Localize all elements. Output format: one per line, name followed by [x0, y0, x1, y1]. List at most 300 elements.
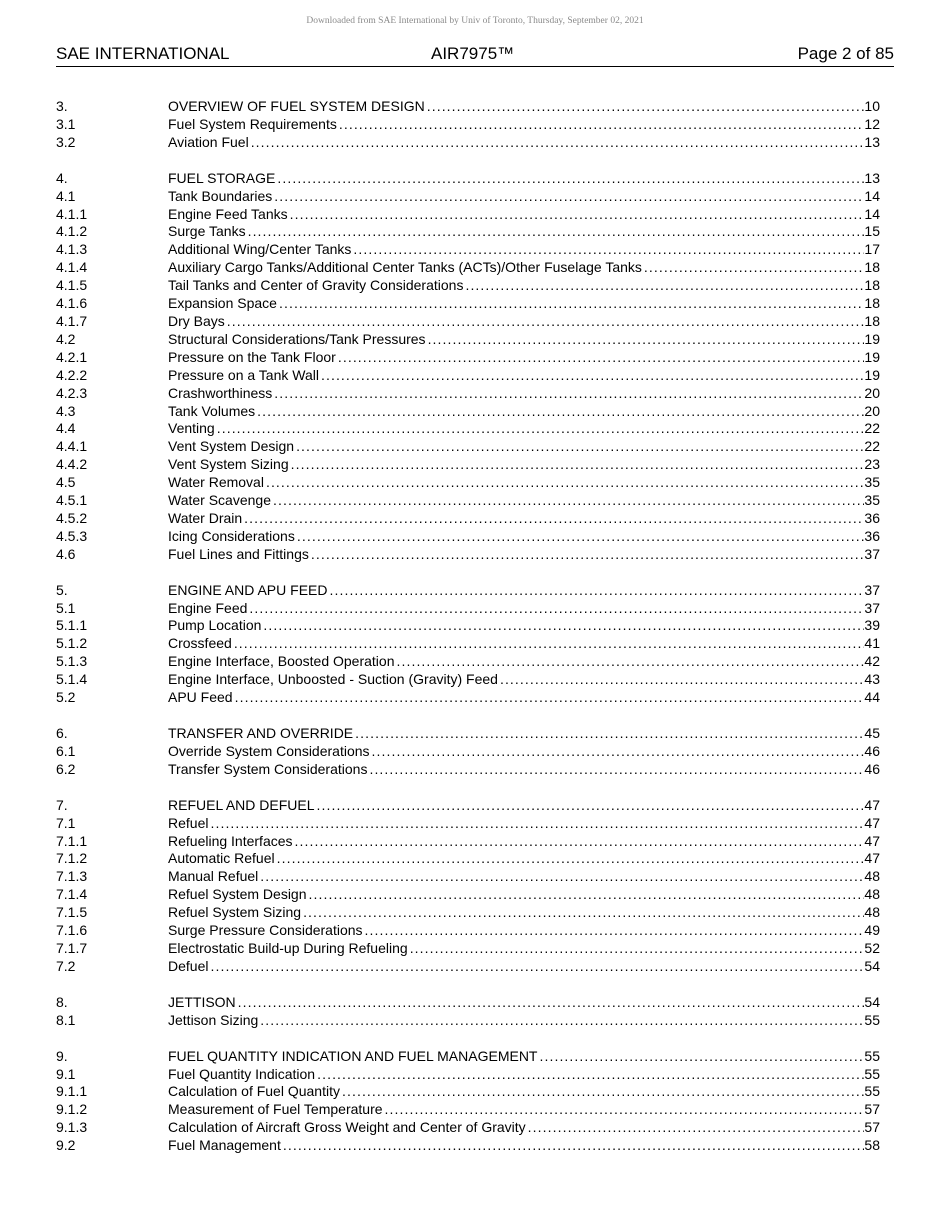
toc-entry[interactable]: [56, 600, 880, 618]
toc-entry-page: 36: [864, 509, 880, 526]
toc-entry-number: 9.: [56, 1047, 68, 1064]
toc-entry-number: 4.5: [56, 474, 76, 491]
toc-entry-page: 18: [864, 312, 880, 329]
dot-leader: [426, 331, 865, 349]
dot-leader: [293, 833, 865, 851]
toc-entry-number: 9.1.1: [56, 1083, 88, 1100]
dot-leader: [526, 1119, 865, 1137]
toc-entry-page: 47: [864, 814, 880, 831]
toc-entry[interactable]: [56, 1083, 880, 1101]
toc-entry-number: 5.2: [56, 689, 76, 706]
toc-entry-title: FUEL QUANTITY INDICATION AND FUEL MANAGEMENT: [168, 1047, 538, 1064]
toc-entry-line: [168, 295, 880, 313]
toc-entry-number: 7.2: [56, 957, 76, 974]
toc-entry-line: [168, 492, 880, 510]
toc-entry-page: 20: [864, 402, 880, 419]
dot-leader: [383, 1101, 865, 1119]
dot-leader: [277, 295, 864, 313]
toc-entry-title: Pressure on the Tank Floor: [168, 348, 336, 365]
toc-entry-title: Auxiliary Cargo Tanks/Additional Center Tanks (ACTs)/Other Fuselage Tanks: [168, 259, 642, 276]
toc-entry-number: 4.1.4: [56, 259, 88, 276]
toc-entry[interactable]: [56, 367, 880, 385]
toc-entry-number: 7.1.6: [56, 922, 88, 939]
toc-entry-title: Defuel: [168, 957, 209, 974]
toc-entry-number: 7.1: [56, 814, 76, 831]
toc-entry[interactable]: [56, 1066, 880, 1084]
toc-entry-line: [168, 833, 880, 851]
dot-leader: [249, 134, 865, 152]
toc-entry[interactable]: [56, 582, 880, 600]
toc-entry[interactable]: [56, 510, 880, 528]
toc-entry-number: 7.: [56, 796, 68, 813]
toc-entry-page: 48: [864, 904, 880, 921]
toc-entry-number: 5.1.4: [56, 671, 88, 688]
dot-leader: [272, 188, 864, 206]
dot-leader: [281, 1137, 865, 1155]
dot-leader: [289, 456, 865, 474]
toc-entry-number: 4.1.7: [56, 312, 88, 329]
dot-leader: [307, 886, 865, 904]
toc-entry-line: [168, 349, 880, 367]
toc-entry-page: 49: [864, 922, 880, 939]
toc-entry[interactable]: [56, 1048, 880, 1066]
header-page-number: Page 2 of 85: [797, 44, 894, 63]
toc-entry[interactable]: [56, 725, 880, 743]
toc-entry-page: 12: [864, 115, 880, 132]
toc-entry[interactable]: [56, 1101, 880, 1119]
toc-entry-title: Aviation Fuel: [168, 133, 249, 150]
toc-entry[interactable]: [56, 241, 880, 259]
toc-entry-title: Calculation of Aircraft Gross Weight and Center of Gravity: [168, 1119, 526, 1136]
toc-entry-number: 4.1.6: [56, 295, 88, 312]
toc-entry[interactable]: [56, 259, 880, 277]
toc-entry-number: 5.1: [56, 599, 76, 616]
toc-entry[interactable]: [56, 617, 880, 635]
toc-entry[interactable]: [56, 313, 880, 331]
toc-entry-number: 6.1: [56, 742, 76, 759]
toc-entry-number: 4.2.1: [56, 348, 88, 365]
toc-entry-title: Water Scavenge: [168, 492, 271, 509]
toc-entry-title: Transfer System Considerations: [168, 760, 368, 777]
dot-leader: [425, 98, 865, 116]
toc-entry-page: 41: [864, 635, 880, 652]
toc-entry-number: 5.1.3: [56, 653, 88, 670]
toc-entry[interactable]: [56, 438, 880, 456]
toc-entry-title: Engine Interface, Unboosted - Suction (Gravity) Feed: [168, 671, 498, 688]
toc-section: [56, 98, 880, 152]
toc-entry-page: 46: [864, 742, 880, 759]
toc-entry[interactable]: [56, 833, 880, 851]
toc-entry-number: 4.5.2: [56, 509, 88, 526]
dot-leader: [208, 815, 864, 833]
toc-entry-page: 20: [864, 384, 880, 401]
toc-entry-number: 4.4: [56, 420, 76, 437]
toc-entry-title: Crossfeed: [168, 635, 232, 652]
toc-entry[interactable]: [56, 223, 880, 241]
toc-entry-page: 42: [864, 653, 880, 670]
toc-entry-line: [168, 958, 880, 976]
toc-section: [56, 170, 880, 564]
dot-leader: [247, 600, 864, 618]
toc-entry-page: 13: [864, 133, 880, 150]
dot-leader: [208, 958, 864, 976]
toc-entry[interactable]: [56, 994, 880, 1012]
toc-entry[interactable]: [56, 850, 880, 868]
toc-entry-title: FUEL STORAGE: [168, 169, 276, 186]
toc-entry-number: 5.1.1: [56, 617, 88, 634]
toc-entry-line: [168, 761, 880, 779]
toc-section: [56, 994, 880, 1030]
toc-entry-number: 7.1.5: [56, 904, 88, 921]
dot-leader: [232, 635, 865, 653]
toc-entry-page: 36: [864, 527, 880, 544]
toc-entry-number: 3.2: [56, 133, 76, 150]
toc-entry-page: 55: [864, 1083, 880, 1100]
toc-entry-title: JETTISON: [168, 993, 236, 1010]
toc-entry-number: 4.1.5: [56, 277, 88, 294]
toc-entry-number: 4.2.2: [56, 366, 88, 383]
toc-entry-page: 22: [864, 438, 880, 455]
dot-leader: [255, 403, 864, 421]
toc-entry-page: 54: [864, 957, 880, 974]
toc-entry-page: 18: [864, 295, 880, 312]
toc-entry-page: 55: [864, 1047, 880, 1064]
toc-entry-line: [168, 850, 880, 868]
toc-entry-page: 18: [864, 259, 880, 276]
toc-entry-line: [168, 438, 880, 456]
toc-section: [56, 1048, 880, 1155]
toc-entry[interactable]: [56, 797, 880, 815]
toc-entry-page: 17: [864, 241, 880, 258]
toc-entry-title: Water Removal: [168, 474, 264, 491]
toc-entry-title: Tank Boundaries: [168, 187, 273, 204]
toc-entry-page: 47: [864, 796, 880, 813]
dot-leader: [337, 116, 865, 134]
toc-entry-title: Pressure on a Tank Wall: [168, 366, 319, 383]
toc-entry-page: 57: [864, 1101, 880, 1118]
toc-entry-title: Surge Tanks: [168, 223, 246, 240]
toc-entry-title: Structural Considerations/Tank Pressures: [168, 330, 426, 347]
toc-entry[interactable]: [56, 170, 880, 188]
toc-entry-title: Jettison Sizing: [168, 1011, 259, 1028]
toc-entry-page: 55: [864, 1011, 880, 1028]
dot-leader: [367, 761, 864, 779]
toc-entry-number: 4.2: [56, 330, 76, 347]
toc-entry[interactable]: [56, 206, 880, 224]
dot-leader: [246, 223, 865, 241]
toc-entry-title: Venting: [168, 420, 215, 437]
toc-entry-line: [168, 188, 880, 206]
header-doc-id: AIR7975™: [431, 44, 515, 63]
dot-leader: [215, 420, 865, 438]
dot-leader: [275, 170, 864, 188]
toc-entry-title: Vent System Sizing: [168, 456, 289, 473]
dot-leader: [272, 385, 864, 403]
toc-entry-line: [168, 940, 880, 958]
toc-entry[interactable]: [56, 349, 880, 367]
toc-entry-number: 4.1.2: [56, 223, 88, 240]
toc-entry-line: [168, 331, 880, 349]
toc-entry-line: [168, 743, 880, 761]
toc-entry-line: [168, 617, 880, 635]
toc-entry[interactable]: [56, 671, 880, 689]
dot-leader: [315, 1066, 864, 1084]
toc-entry-line: [168, 1066, 880, 1084]
toc-entry-number: 3.1: [56, 115, 76, 132]
toc-entry-page: 55: [864, 1065, 880, 1082]
toc-entry-line: [168, 116, 880, 134]
toc-entry-title: Fuel System Requirements: [168, 115, 337, 132]
toc-entry-title: Crashworthiness: [168, 384, 273, 401]
toc-entry[interactable]: [56, 1137, 880, 1155]
toc-entry[interactable]: [56, 98, 880, 116]
toc-entry-title: Vent System Design: [168, 438, 295, 455]
toc-entry-page: 37: [864, 545, 880, 562]
toc-entry-number: 8.1: [56, 1011, 76, 1028]
toc-entry-page: 48: [864, 868, 880, 885]
toc-entry-title: Refuel System Sizing: [168, 904, 302, 921]
toc-entry-page: 46: [864, 760, 880, 777]
toc-entry-page: 52: [864, 939, 880, 956]
toc-entry-title: Water Drain: [168, 509, 243, 526]
toc-entry-line: [168, 689, 880, 707]
toc-entry-line: [168, 1137, 880, 1155]
toc-entry-title: Engine Interface, Boosted Operation: [168, 653, 395, 670]
dot-leader: [336, 349, 865, 367]
toc-entry[interactable]: [56, 116, 880, 134]
toc-entry[interactable]: [56, 331, 880, 349]
toc-entry-page: 54: [864, 993, 880, 1010]
toc-entry-number: 3.: [56, 98, 68, 114]
toc-entry-page: 19: [864, 330, 880, 347]
toc-entry[interactable]: [56, 528, 880, 546]
toc-entry-page: 18: [864, 277, 880, 294]
toc-entry-page: 57: [864, 1119, 880, 1136]
toc-entry[interactable]: [56, 277, 880, 295]
dot-leader: [236, 994, 865, 1012]
toc-entry-title: Engine Feed: [168, 599, 248, 616]
toc-entry-title: Refuel: [168, 814, 209, 831]
toc-entry-number: 4.: [56, 169, 68, 186]
toc-entry-title: Refuel System Design: [168, 886, 307, 903]
toc-entry-title: Override System Considerations: [168, 742, 370, 759]
toc-entry-title: Expansion Space: [168, 295, 277, 312]
toc-entry-title: OVERVIEW OF FUEL SYSTEM DESIGN: [168, 98, 425, 114]
toc-entry[interactable]: [56, 403, 880, 421]
toc-entry-page: 19: [864, 348, 880, 365]
dot-leader: [288, 206, 865, 224]
toc-entry-line: [168, 671, 880, 689]
toc-entry-title: Measurement of Fuel Temperature: [168, 1101, 383, 1118]
dot-leader: [295, 528, 865, 546]
toc-entry-line: [168, 886, 880, 904]
dot-leader: [264, 474, 864, 492]
toc-entry-title: ENGINE AND APU FEED: [168, 581, 328, 598]
dot-leader: [353, 725, 864, 743]
table-of-contents: [56, 98, 880, 1173]
toc-entry-number: 4.4.2: [56, 456, 88, 473]
toc-entry-line: [168, 259, 880, 277]
toc-entry[interactable]: [56, 868, 880, 886]
toc-entry-line: [168, 313, 880, 331]
toc-entry-title: APU Feed: [168, 689, 233, 706]
toc-entry-number: 9.1: [56, 1065, 76, 1082]
toc-entry[interactable]: [56, 295, 880, 313]
toc-entry-page: 48: [864, 886, 880, 903]
toc-entry[interactable]: [56, 188, 880, 206]
toc-entry-title: Dry Bays: [168, 312, 225, 329]
toc-entry-page: 13: [864, 169, 880, 186]
toc-entry-page: 35: [864, 492, 880, 509]
toc-entry-page: 19: [864, 366, 880, 383]
toc-entry-number: 9.1.2: [56, 1101, 88, 1118]
toc-entry-number: 7.1.2: [56, 850, 88, 867]
dot-leader: [370, 743, 865, 761]
toc-entry-line: [168, 600, 880, 618]
dot-leader: [327, 582, 864, 600]
toc-entry-number: 7.1.3: [56, 868, 88, 885]
toc-entry-number: 4.4.1: [56, 438, 88, 455]
download-watermark: Downloaded from SAE International by Univ of Toronto, Thursday, September 02, 2021: [306, 16, 644, 26]
toc-entry-page: 47: [864, 832, 880, 849]
toc-entry[interactable]: [56, 1119, 880, 1137]
toc-entry-page: 45: [864, 725, 880, 741]
toc-entry-number: 8.: [56, 993, 68, 1010]
dot-leader: [309, 546, 865, 564]
toc-entry-line: [168, 653, 880, 671]
toc-entry-line: [168, 134, 880, 152]
toc-entry-page: 14: [864, 205, 880, 222]
toc-entry-line: [168, 510, 880, 528]
toc-entry[interactable]: [56, 546, 880, 564]
dot-leader: [261, 617, 864, 635]
toc-entry-line: [168, 241, 880, 259]
toc-entry[interactable]: [56, 904, 880, 922]
dot-leader: [463, 277, 864, 295]
toc-entry-line: [168, 546, 880, 564]
toc-entry-title: Icing Considerations: [168, 527, 295, 544]
dot-leader: [271, 492, 864, 510]
toc-entry-page: 10: [864, 98, 880, 114]
toc-entry[interactable]: [56, 134, 880, 152]
toc-entry[interactable]: [56, 653, 880, 671]
toc-entry[interactable]: [56, 761, 880, 779]
toc-entry-title: Engine Feed Tanks: [168, 205, 288, 222]
toc-entry-title: Surge Pressure Considerations: [168, 922, 363, 939]
toc-entry[interactable]: [56, 922, 880, 940]
toc-entry[interactable]: [56, 940, 880, 958]
toc-entry-page: 15: [864, 223, 880, 240]
toc-entry-title: Tank Volumes: [168, 402, 256, 419]
dot-leader: [294, 438, 864, 456]
header-org: SAE INTERNATIONAL: [56, 44, 230, 63]
dot-leader: [242, 510, 864, 528]
dot-leader: [258, 868, 864, 886]
toc-entry-number: 4.1: [56, 187, 76, 204]
toc-entry[interactable]: [56, 689, 880, 707]
dot-leader: [301, 904, 864, 922]
toc-section: [56, 797, 880, 976]
toc-entry-number: 4.1.3: [56, 241, 88, 258]
toc-entry-line: [168, 725, 880, 743]
toc-entry-number: 5.1.2: [56, 635, 88, 652]
toc-entry-line: [168, 797, 880, 815]
toc-entry[interactable]: [56, 958, 880, 976]
toc-entry[interactable]: [56, 815, 880, 833]
toc-entry-title: Fuel Lines and Fittings: [168, 545, 309, 562]
toc-entry-line: [168, 206, 880, 224]
toc-entry-line: [168, 170, 880, 188]
toc-entry[interactable]: [56, 743, 880, 761]
toc-entry-number: 4.1.1: [56, 205, 88, 222]
toc-entry-number: 7.1.1: [56, 832, 88, 849]
toc-entry-line: [168, 403, 880, 421]
toc-entry-line: [168, 474, 880, 492]
toc-entry-title: Tail Tanks and Center of Gravity Considerations: [168, 277, 464, 294]
dot-leader: [394, 653, 864, 671]
toc-entry[interactable]: [56, 474, 880, 492]
toc-entry-number: 6.: [56, 725, 68, 741]
toc-entry-title: Calculation of Fuel Quantity: [168, 1083, 340, 1100]
toc-entry-line: [168, 98, 880, 116]
toc-entry-line: [168, 456, 880, 474]
toc-entry-number: 4.5.3: [56, 527, 88, 544]
toc-entry-number: 9.1.3: [56, 1119, 88, 1136]
toc-entry[interactable]: [56, 635, 880, 653]
toc-entry-number: 4.6: [56, 545, 76, 562]
toc-entry-line: [168, 1101, 880, 1119]
toc-entry-number: 5.: [56, 581, 68, 598]
toc-entry-title: REFUEL AND DEFUEL: [168, 796, 315, 813]
toc-entry-line: [168, 815, 880, 833]
toc-entry-number: 4.3: [56, 402, 76, 419]
toc-entry-page: 58: [864, 1137, 880, 1154]
toc-entry-number: 4.2.3: [56, 384, 88, 401]
dot-leader: [225, 313, 865, 331]
toc-entry-line: [168, 385, 880, 403]
dot-leader: [642, 259, 865, 277]
toc-entry-page: 23: [864, 456, 880, 473]
toc-entry-number: 6.2: [56, 760, 76, 777]
toc-entry[interactable]: [56, 420, 880, 438]
dot-leader: [351, 241, 864, 259]
dot-leader: [319, 367, 864, 385]
dot-leader: [363, 922, 865, 940]
toc-entry[interactable]: [56, 385, 880, 403]
toc-entry[interactable]: [56, 1012, 880, 1030]
toc-entry-line: [168, 1083, 880, 1101]
toc-entry-line: [168, 223, 880, 241]
toc-entry-number: 7.1.4: [56, 886, 88, 903]
toc-entry-title: Fuel Management: [168, 1137, 281, 1154]
dot-leader: [315, 797, 865, 815]
toc-entry-page: 37: [864, 581, 880, 598]
dot-leader: [233, 689, 865, 707]
dot-leader: [408, 940, 865, 958]
toc-entry-line: [168, 1012, 880, 1030]
toc-entry-title: Electrostatic Build-up During Refueling: [168, 939, 408, 956]
toc-entry[interactable]: [56, 492, 880, 510]
toc-entry-line: [168, 367, 880, 385]
toc-entry-title: Pump Location: [168, 617, 262, 634]
toc-entry-title: Additional Wing/Center Tanks: [168, 241, 352, 258]
toc-entry-line: [168, 922, 880, 940]
toc-entry-title: Manual Refuel: [168, 868, 259, 885]
toc-entry[interactable]: [56, 456, 880, 474]
toc-entry[interactable]: [56, 886, 880, 904]
toc-entry-number: 9.2: [56, 1137, 76, 1154]
dot-leader: [275, 850, 865, 868]
